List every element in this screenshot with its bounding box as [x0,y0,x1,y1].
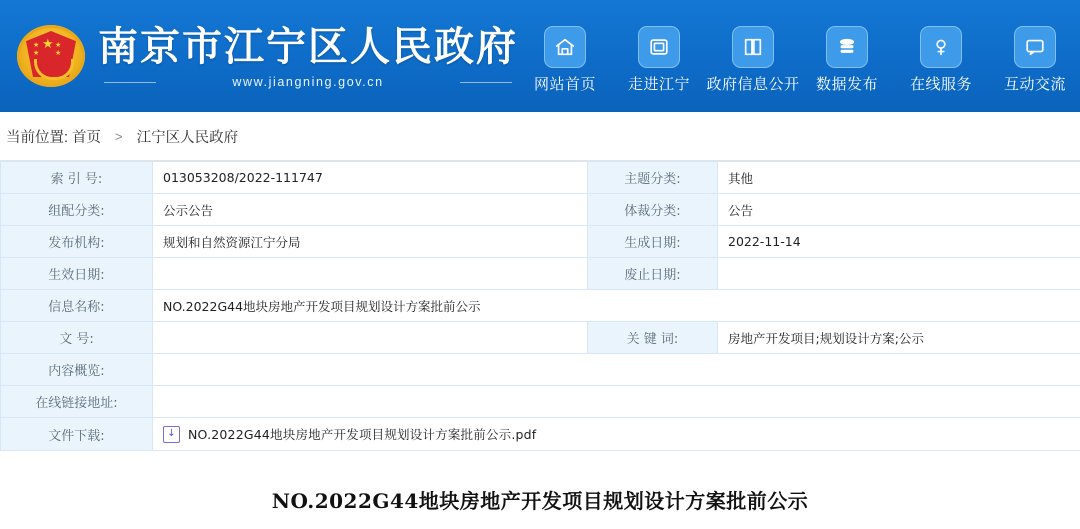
value-summary [153,354,1080,386]
table-row [1,226,1080,258]
value-index-no: 013053208/2022-111747 [153,162,588,194]
nav-item-online-service[interactable] [894,26,988,94]
value-expiry-date [718,258,1080,290]
table-row [1,258,1080,290]
site-identity [98,23,518,89]
breadcrumb-separator-icon: > [115,128,123,144]
book-icon [732,26,774,68]
label-index-no: 索 引 号: [1,162,153,194]
download-link[interactable] [163,425,1070,443]
nav-label: 走进江宁 [627,75,690,94]
nav-label: 在线服务 [909,75,972,94]
nav-label: 网站首页 [533,75,596,94]
value-online-link [153,386,1080,418]
label-file-download: 文件下载: [1,418,153,451]
national-emblem-icon: ★ ★ ★ ★ ★ [14,19,88,93]
value-effective-date [153,258,588,290]
service-icon [920,26,962,68]
nav-label: 政府信息公开 [706,75,800,94]
value-group-category: 公示公告 [153,194,588,226]
value-keywords: 房地产开发项目;规划设计方案;公示 [718,322,1080,354]
table-row [1,322,1080,354]
label-info-name: 信息名称: [1,290,153,322]
nav-item-home[interactable] [518,26,612,94]
site-header [0,0,1080,112]
chat-icon [1014,26,1056,68]
value-publisher: 规划和自然资源江宁分局 [153,226,588,258]
label-created-date: 生成日期: [588,226,718,258]
table-row [1,418,1080,451]
home-icon [544,26,586,68]
label-online-link: 在线链接地址: [1,386,153,418]
label-topic-category: 主题分类: [588,162,718,194]
table-row [1,290,1080,322]
value-created-date: 2022-11-14 [718,226,1080,258]
label-expiry-date: 废止日期: [588,258,718,290]
photo-icon [638,26,680,68]
value-topic-category: 其他 [718,162,1080,194]
label-summary: 内容概览: [1,354,153,386]
database-icon [826,26,868,68]
breadcrumb-label: 当前位置: [6,129,69,146]
nav-label: 数据发布 [815,75,878,94]
nav-item-data[interactable] [800,26,894,94]
label-publisher: 发布机构: [1,226,153,258]
document-metadata-table [0,161,1080,451]
breadcrumb [0,112,1080,161]
value-file-download [153,418,1080,451]
label-doc-no: 文 号: [1,322,153,354]
breadcrumb-home-link[interactable]: 首页 [72,129,102,146]
value-genre-category: 公告 [718,194,1080,226]
table-row [1,194,1080,226]
value-info-name: NO.2022G44地块房地产开发项目规划设计方案批前公示 [153,290,1080,322]
table-row [1,354,1080,386]
label-keywords: 关 键 词: [588,322,718,354]
value-doc-no [153,322,588,354]
nav-item-interaction[interactable] [988,26,1080,94]
nav-label: 互动交流 [1003,75,1066,94]
nav-item-about[interactable] [612,26,706,94]
nav-item-gov-info[interactable] [706,26,800,94]
table-row [1,386,1080,418]
label-genre-category: 体裁分类: [588,194,718,226]
label-group-category: 组配分类: [1,194,153,226]
breadcrumb-current: 江宁区人民政府 [136,129,239,146]
download-file-icon: ↓ [163,426,180,443]
site-title: 南京市江宁区人民政府 [98,23,518,70]
main-nav [518,18,1080,94]
page-title: NO.2022G44地块房地产开发项目规划设计方案批前公示 [271,489,809,513]
label-effective-date: 生效日期: [1,258,153,290]
download-file-name: NO.2022G44地块房地产开发项目规划设计方案批前公示.pdf [188,427,537,442]
table-row [1,162,1080,194]
site-url: www.jiangning.gov.cn [98,75,518,89]
